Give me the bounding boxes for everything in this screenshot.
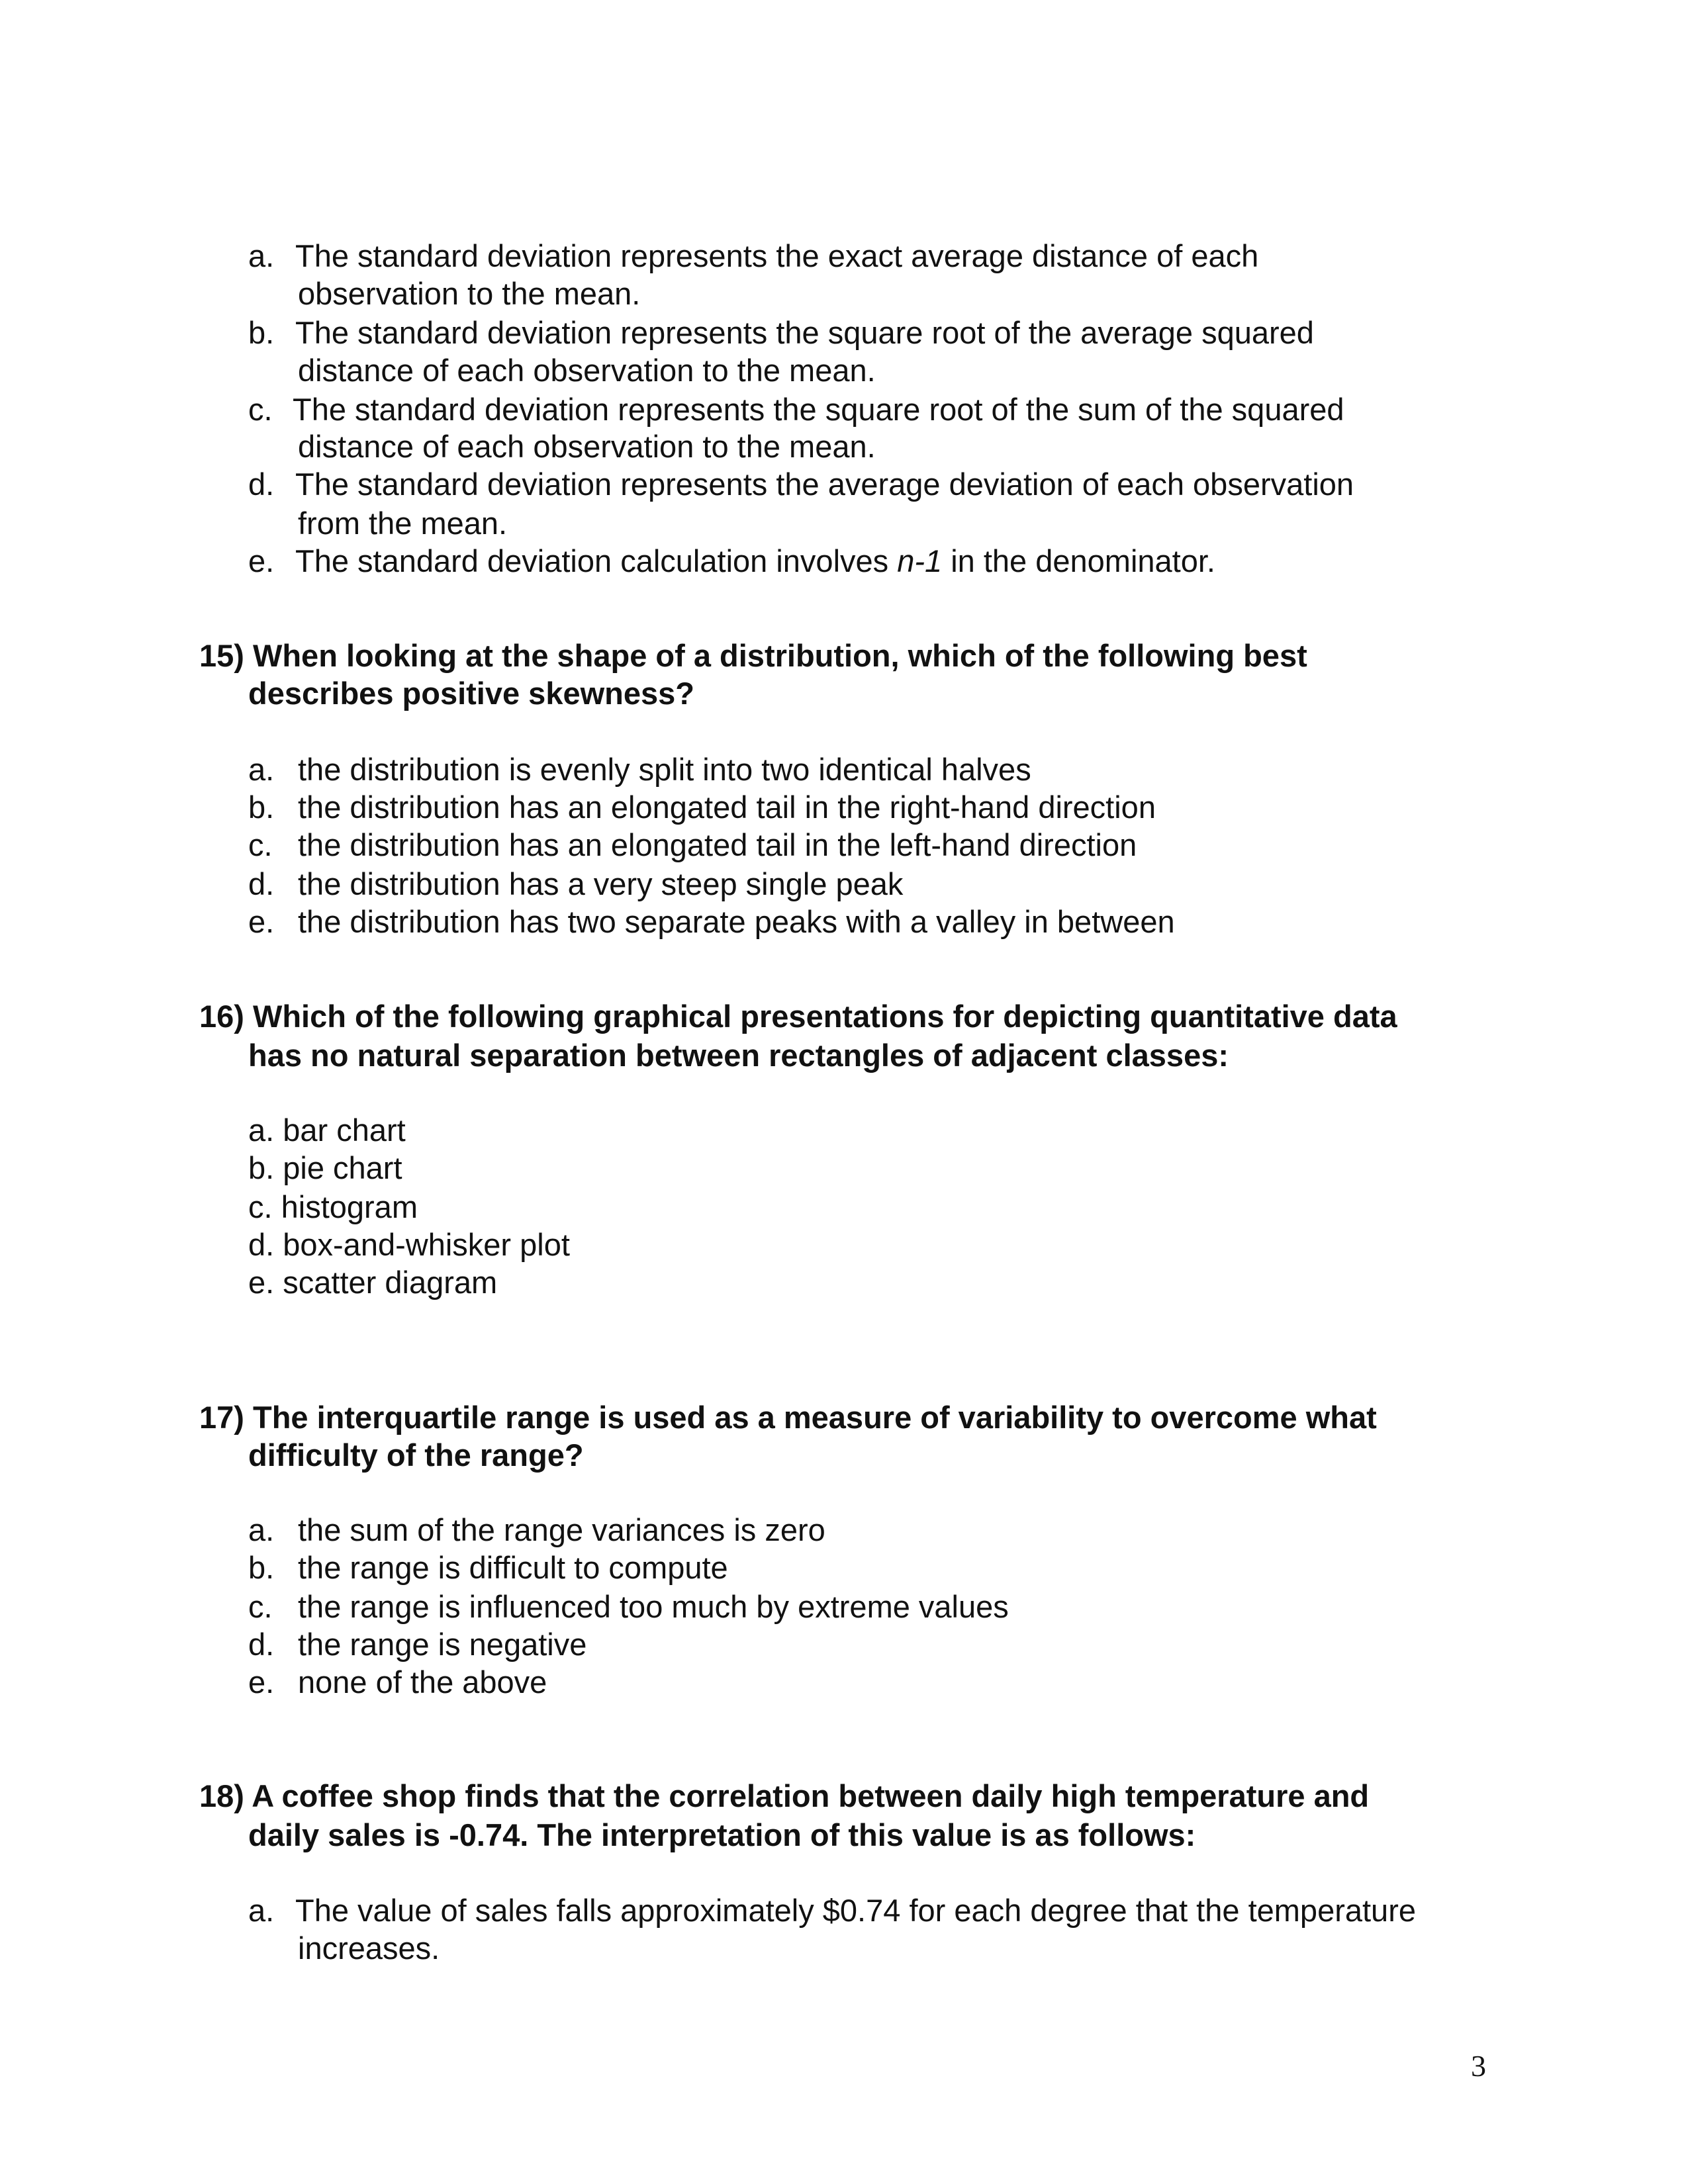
- question-text: 16) Which of the following graphical presentations for depicting quantitative data: [199, 999, 1397, 1034]
- question-text: 18) A coffee shop finds that the correlation between daily high temperature and: [199, 1778, 1370, 1813]
- option-text: the distribution has an elongated tail in the right-hand direction: [298, 790, 1156, 825]
- option-text: c. histogram: [248, 1189, 418, 1224]
- option-text: The standard deviation represents the square root of the sum of the squared: [293, 392, 1344, 427]
- question-text: difficulty of the range?: [248, 1437, 584, 1473]
- option-letter: d.: [248, 1627, 275, 1662]
- option-text: b. pie chart: [248, 1150, 402, 1185]
- option-letter: a.: [248, 752, 275, 787]
- option-text: the distribution has a very steep single peak: [298, 866, 904, 901]
- text-part: The standard deviation calculation involves: [295, 543, 898, 578]
- question-text: has no natural separation between rectangles of adjacent classes:: [248, 1038, 1229, 1073]
- option-text: observation to the mean.: [298, 276, 641, 311]
- option-text: the range is influenced too much by extreme values: [298, 1589, 1009, 1624]
- option-text: the sum of the range variances is zero: [298, 1512, 825, 1547]
- option-letter: c.: [248, 827, 273, 862]
- italic-term: n-1: [897, 543, 943, 578]
- option-letter: b.: [248, 1550, 275, 1585]
- option-text: The value of sales falls approximately $0.74 for each degree that the temperature: [295, 1893, 1416, 1928]
- option-text: distance of each observation to the mean.: [298, 353, 876, 388]
- option-letter: d.: [248, 866, 275, 901]
- option-text: increases.: [298, 1931, 440, 1966]
- option-text: the distribution has two separate peaks with a valley in between: [298, 904, 1175, 939]
- option-text: none of the above: [298, 1664, 547, 1700]
- option-letter: a.: [248, 238, 275, 273]
- option-letter: e.: [248, 904, 275, 939]
- question-text: daily sales is -0.74. The interpretation of this value is as follows:: [248, 1817, 1196, 1852]
- option-letter: b.: [248, 315, 275, 350]
- option-letter: a.: [248, 1512, 275, 1547]
- option-text: e. scatter diagram: [248, 1265, 498, 1300]
- option-letter: b.: [248, 790, 275, 825]
- option-text: the range is negative: [298, 1627, 587, 1662]
- text-part: in the denominator.: [942, 543, 1215, 578]
- option-text: The standard deviation represents the exact average distance of each: [295, 238, 1259, 273]
- option-text: a. bar chart: [248, 1113, 406, 1148]
- option-letter: d.: [248, 467, 275, 502]
- option-text: the range is difficult to compute: [298, 1550, 728, 1585]
- option-text: the distribution is evenly split into two identical halves: [298, 752, 1031, 787]
- page-number: 3: [1471, 2049, 1486, 2083]
- option-letter: e.: [248, 543, 275, 578]
- option-letter: e.: [248, 1664, 275, 1700]
- question-text: 17) The interquartile range is used as a measure of variability to overcome what: [199, 1400, 1377, 1435]
- option-text: The standard deviation represents the average deviation of each observation: [295, 467, 1354, 502]
- question-text: describes positive skewness?: [248, 676, 694, 711]
- option-text: from the mean.: [298, 506, 508, 541]
- option-text: d. box-and-whisker plot: [248, 1227, 570, 1262]
- option-text: The standard deviation represents the square root of the average squared: [295, 315, 1314, 350]
- option-text: the distribution has an elongated tail in the left-hand direction: [298, 827, 1137, 862]
- option-letter: a.: [248, 1893, 275, 1928]
- option-text: [295, 542, 1215, 580]
- option-letter: c.: [248, 1589, 273, 1624]
- option-letter: c.: [248, 392, 273, 427]
- question-text: 15) When looking at the shape of a distribution, which of the following best: [199, 638, 1307, 673]
- option-text: distance of each observation to the mean.: [298, 429, 876, 464]
